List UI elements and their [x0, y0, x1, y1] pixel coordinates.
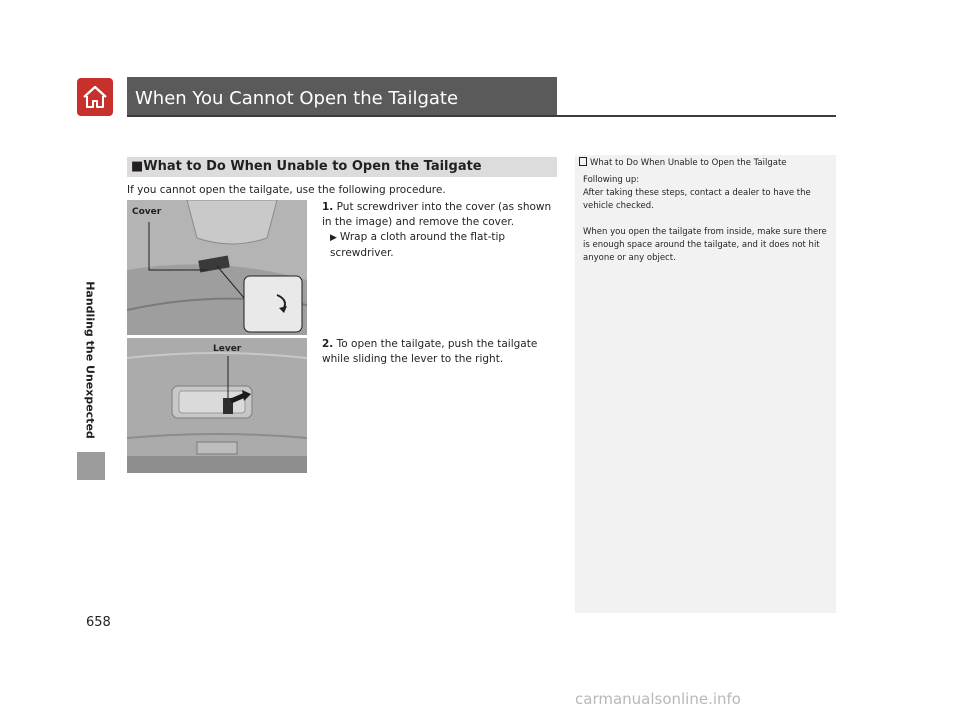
lever-image [127, 338, 307, 473]
note-paragraph: Following up: After taking these steps, contact a dealer to have the vehicle checked. [583, 175, 811, 211]
arrow-bullet-icon: ▶ [330, 233, 337, 243]
note-paragraph: When you open the tailgate from inside, make sure there is enough space around the tailgate, and it does not hit anyone or any object. [583, 227, 827, 263]
watermark: carmanualsonline.info [575, 690, 741, 708]
sidebar-tab[interactable] [77, 452, 105, 480]
home-icon[interactable] [77, 78, 113, 116]
note-heading [579, 157, 787, 168]
step-1-sub [330, 230, 550, 261]
step-1-text: Put screwdriver into the cover (as shown in the image) and remove the cover. [322, 201, 552, 228]
step-2 [322, 337, 552, 367]
note-body [583, 174, 831, 278]
step-1-number: 1. [322, 201, 334, 213]
cover-image [127, 200, 307, 335]
intro-text: If you cannot open the tailgate, use the following procedure. [127, 184, 446, 196]
page-title: When You Cannot Open the Tailgate [135, 88, 459, 109]
note-icon [579, 157, 587, 166]
step-1 [322, 200, 562, 230]
section-title-text: What to Do When Unable to Open the Tailgate [143, 159, 482, 174]
section-marker: ■ [131, 159, 144, 174]
lever-label: Lever [213, 344, 242, 354]
title-underline [127, 115, 836, 117]
page-number: 658 [86, 615, 111, 630]
step-2-text: To open the tailgate, push the tailgate while sliding the lever to the right. [322, 338, 538, 365]
step-2-number: 2. [322, 338, 334, 350]
note-heading-text: What to Do When Unable to Open the Tailgate [590, 158, 787, 168]
step-1-sub-text: Wrap a cloth around the flat-tip screwdriver. [330, 231, 506, 259]
section-title [131, 159, 482, 174]
cover-label: Cover [132, 207, 162, 217]
sidebar-section-label: Handling the Unexpected [83, 281, 97, 439]
